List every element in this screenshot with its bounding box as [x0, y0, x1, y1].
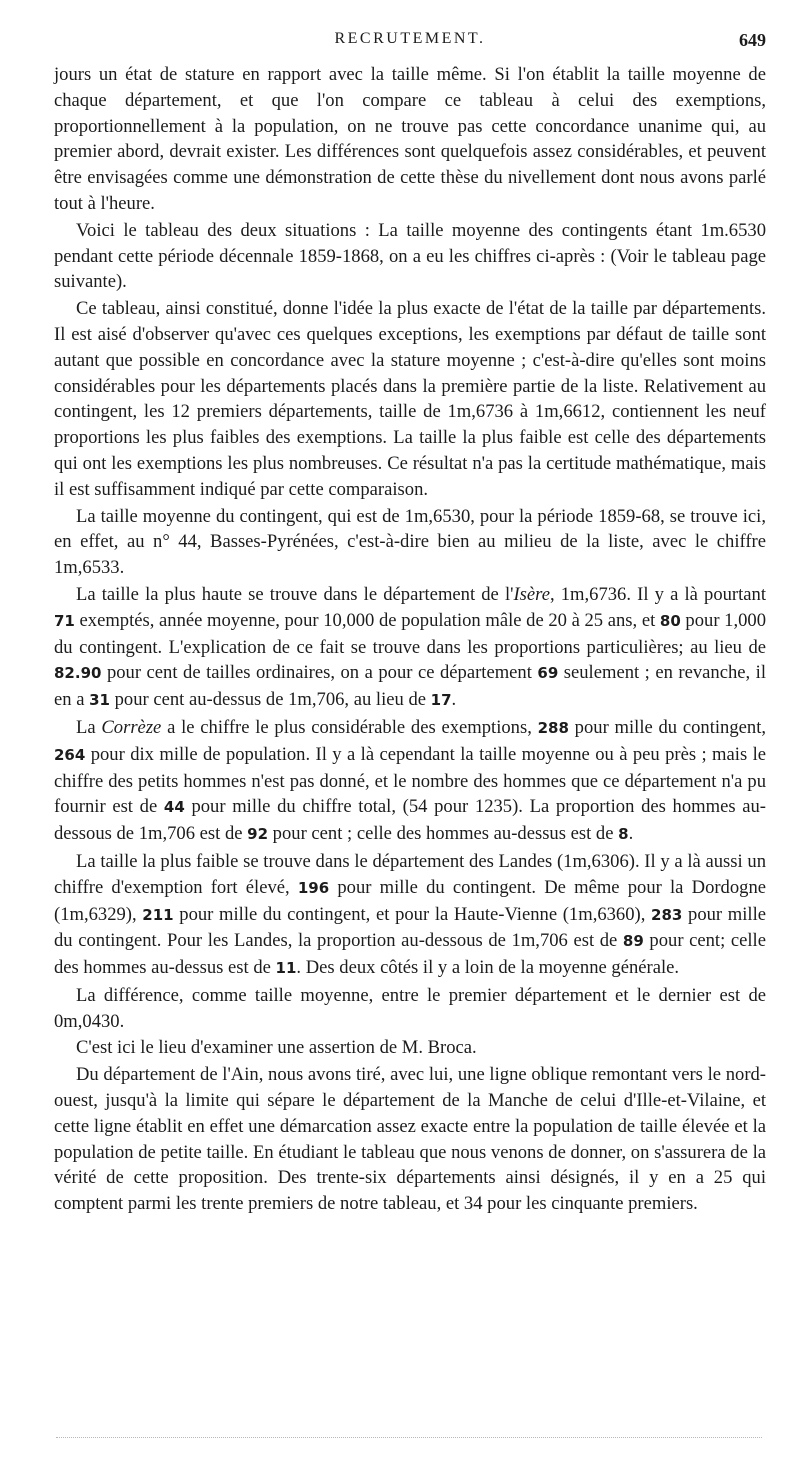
figure: 71 — [54, 611, 75, 630]
paragraph-landes: La taille la plus faible se trouve dans le département des Landes (1m,6306). Il y a là aussi un chiffre d'exemption fort élevé, 196 pour mille du contingent. De même pour la Dordogne (1m,6329), 211 pour mille du contingent, et pour la Haute-Vienne (1m,6360), 283 pour mille du contingent. Pour les Landes, la proportion au-dessous de 1m,706 est de 89 pour cent; celle des hommes au-dessus est de 11. Des deux côtés il y a loin de la moyenne générale. — [54, 850, 766, 979]
figure: 69 — [537, 664, 559, 683]
figure: 31 — [89, 691, 110, 710]
figure: 80 — [659, 611, 681, 630]
figure: 92 — [247, 825, 269, 844]
figure: 211 — [142, 905, 174, 924]
running-title: RECRUTEMENT. — [334, 30, 486, 47]
figure: 17 — [430, 691, 452, 710]
figure: 44 — [163, 798, 185, 817]
paragraph-isere: La taille la plus haute se trouve dans le département de l'Isère, 1m,6736. Il y a là pourtant 71 exemptés, année moyenne, pour 10,000 de population mâle de 20 à 25 ans, et 80 pour 1,000 du contingent. L'explication de ce fait se trouve dans les proportions particulières; au lieu de 82.90 pour cent de tailles ordinaires, on a pour ce département 69 seulement ; en revanche, il en a 31 pour cent au-dessus de 1m,706, au lieu de 17. — [54, 583, 766, 711]
body-text — [54, 62, 766, 1217]
paragraph-ain-line: Du département de l'Ain, nous avons tiré, avec lui, une ligne oblique remontant vers le nord-ouest, jusqu'à la limite qui sépare le département de la Manche de celui d'Ille-et-Vilaine, et cette ligne établit en effet une démarcation assez exacte entre la population de taille élevée et la population de petite taille. En étudiant le tableau que nous venons de donner, on s'assurera de la vérité de cette proposition. Des trente-six départements ainsi désignés, il y en a 25 qui comptent parmi les trente premiers de notre tableau, et 34 pour les cinquante premiers. — [54, 1064, 766, 1215]
figure: 89 — [622, 932, 644, 951]
page-number: 649 — [739, 30, 766, 50]
figure: 288 — [537, 718, 569, 737]
figure: 264 — [54, 745, 86, 764]
paragraph-contingent-average: La taille moyenne du contingent, qui est de 1m,6530, pour la période 1859-68, se trouve ici, en effet, au n° 44, Basses-Pyrénées, c'est-à-dire bien au milieu de la liste, avec le chiffre 1m,6533. — [54, 505, 766, 579]
figure: 11 — [275, 959, 297, 978]
figure: 283 — [651, 905, 683, 924]
department-name: Isère — [513, 583, 550, 605]
paragraph-tableau-analysis: Ce tableau, ainsi constitué, donne l'idée la plus exacte de l'état de la taille par départements. Il est aisé d'observer qu'avec ces quelques exceptions, les exemptions par défaut de taille sont autant que possible en concordance avec la stature moyenne ; c'est-à-dire qu'elles sont moins considérables pour les départements placés dans la première partie de la liste. Relativement au contingent, les 12 premiers départements, taille de 1m,6736 à 1m,6612, contiennent les neuf proportions les plus faibles des exemptions. La taille la plus faible est celle des départements qui ont les exemptions les plus nombreuses. Ce résultat n'a pas la certitude mathématique, mais il est suffisamment indiqué par cette comparaison. — [54, 298, 766, 500]
figure: 8 — [618, 825, 629, 844]
paragraph-continuation: jours un état de stature en rapport avec la taille même. Si l'on établit la taille moyenne de chaque département, et que l'on compare ce tableau à celui des exemptions, proportionnellement à la population, on ne trouve pas cette concordance unanime qui, au premier abord, devrait exister. Les différences sont quelquefois assez considérables, et peuvent être envisagées comme une démonstration de cette thèse du nivellement dont nous avons parlé tout à l'heure. — [54, 64, 766, 214]
figure: 196 — [297, 878, 330, 897]
paragraph-correze: La Corrèze a le chiffre le plus considérable des exemptions, 288 pour mille du contingent, 264 pour dix mille de population. Il y a là cependant la taille moyenne ou à peu près ; mais le chiffre des petits hommes n'est pas donné, et le nombre des hommes que ce département n'a pu fournir est de 44 pour mille du chiffre total, (54 pour 1235). La proportion des hommes au-dessous de 1m,706 est de 92 pour cent ; celle des hommes au-dessus est de 8. — [54, 716, 767, 845]
paragraph-difference: La différence, comme taille moyenne, entre le premier département et le dernier est de 0m,0430. — [54, 984, 766, 1032]
figure: 82.90 — [54, 664, 102, 683]
footer-rule — [56, 1437, 762, 1438]
page-header — [54, 30, 766, 56]
paragraph-tableau-intro: Voici le tableau des deux situations : La taille moyenne des contingents étant 1m.6530 pendant cette période décennale 1859-1868, on a eu les chiffres ci-après : (Voir le tableau page suivante). — [54, 219, 766, 293]
department-name: Corrèze — [101, 716, 162, 738]
paragraph-broca: C'est ici le lieu d'examiner une assertion de M. Broca. — [76, 1037, 477, 1059]
